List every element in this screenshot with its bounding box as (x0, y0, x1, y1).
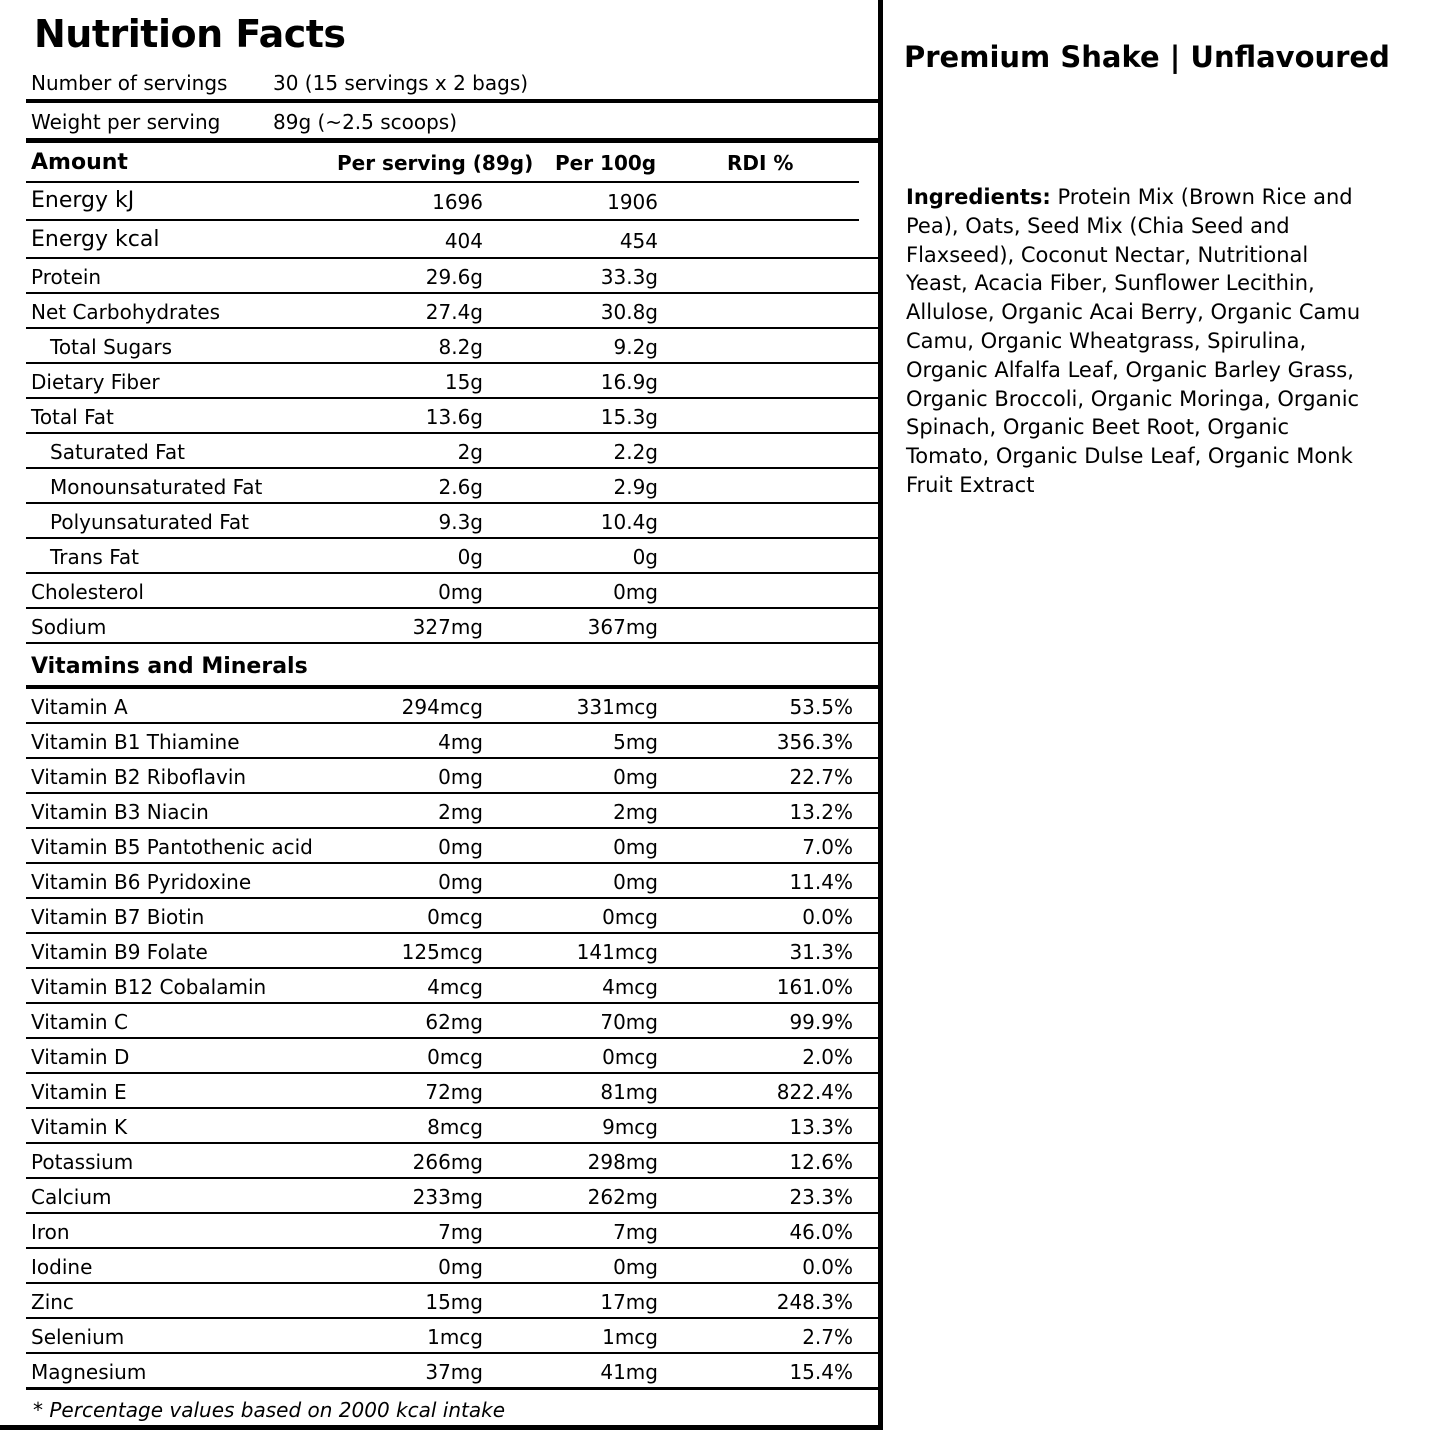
per-serving-value: 294mcg (401, 695, 483, 719)
per-serving-value: 13.6g (425, 405, 483, 429)
rdi-value: 46.0% (789, 1220, 853, 1244)
row-divider (26, 1212, 878, 1214)
row-divider (26, 722, 878, 724)
nutrient-label: Net Carbohydrates (31, 300, 221, 324)
vitamin-label: Vitamin B9 Folate (31, 940, 208, 964)
per-100g-value: 0mcg (602, 1045, 658, 1069)
panel-title: Nutrition Facts (34, 12, 346, 56)
row-divider (26, 932, 878, 934)
column-header-amount: Amount (31, 150, 128, 175)
nutrient-label: Total Sugars (50, 335, 173, 359)
rdi-value: 99.9% (789, 1010, 853, 1034)
per-serving-value: 8.2g (438, 335, 483, 359)
rdi-value: 0.0% (802, 905, 853, 929)
per-100g-value: 0mg (613, 580, 658, 604)
row-divider (26, 862, 878, 864)
rdi-value: 22.7% (789, 765, 853, 789)
rdi-value: 13.2% (789, 800, 853, 824)
per-serving-value: 2g (457, 440, 483, 464)
per-serving-value: 0mg (438, 835, 483, 859)
nutrient-label: Protein (31, 265, 102, 289)
row-divider (26, 607, 878, 609)
per-100g-value: 30.8g (600, 300, 658, 324)
per-100g-value: 2.9g (613, 475, 658, 499)
weight-value: 89g (~2.5 scoops) (273, 110, 458, 134)
per-100g-value: 15.3g (600, 405, 658, 429)
per-100g-value: 0mg (613, 1255, 658, 1279)
row-divider (26, 1352, 878, 1354)
row-divider (26, 572, 878, 574)
per-100g-value: 0mg (613, 870, 658, 894)
per-100g-value: 0mg (613, 765, 658, 789)
row-divider (26, 467, 878, 469)
per-100g-value: 1mcg (602, 1325, 658, 1349)
vitamin-label: Vitamin A (31, 695, 128, 719)
nutrient-label: Dietary Fiber (31, 370, 160, 394)
rdi-value: 0.0% (802, 1255, 853, 1279)
divider (26, 685, 878, 689)
per-serving-value: 2.6g (438, 475, 483, 499)
divider (26, 99, 878, 103)
vitamin-label: Iodine (31, 1255, 93, 1279)
vitamin-label: Vitamin B1 Thiamine (31, 730, 240, 754)
rdi-value: 23.3% (789, 1185, 853, 1209)
nutrient-label: Trans Fat (50, 545, 139, 569)
per-100g-value: 9mcg (602, 1115, 658, 1139)
row-divider (26, 362, 878, 364)
vitamin-label: Iron (31, 1220, 70, 1244)
row-divider (26, 1002, 878, 1004)
rdi-value: 2.0% (802, 1045, 853, 1069)
per-serving-value: 327mg (412, 615, 483, 639)
vitamin-label: Vitamin B5 Pantothenic acid (31, 835, 313, 859)
per-serving-value: 1696 (432, 190, 483, 214)
per-100g-value: 0mcg (602, 905, 658, 929)
per-serving-value: 9.3g (438, 510, 483, 534)
column-header-per-100g: Per 100g (555, 151, 657, 175)
nutrient-label: Monounsaturated Fat (50, 475, 263, 499)
ingredients-label: Ingredients: (906, 185, 1051, 209)
row-divider (26, 1317, 878, 1319)
row-divider (26, 1142, 878, 1144)
column-header-per-serving: Per serving (89g) (337, 151, 534, 175)
per-100g-value: 2mg (613, 800, 658, 824)
vitamin-label: Calcium (31, 1185, 112, 1209)
row-divider (26, 1107, 878, 1109)
row-divider (26, 219, 859, 221)
per-100g-value: 331mcg (576, 695, 658, 719)
per-serving-value: 0mg (438, 1255, 483, 1279)
nutrient-label: Energy kJ (31, 188, 135, 213)
per-100g-value: 16.9g (600, 370, 658, 394)
vitamin-label: Vitamin K (31, 1115, 128, 1139)
servings-value: 30 (15 servings x 2 bags) (273, 71, 529, 95)
nutrient-label: Total Fat (31, 405, 114, 429)
per-serving-value: 233mg (412, 1185, 483, 1209)
nutrient-label: Cholesterol (31, 580, 144, 604)
nutrient-label: Sodium (31, 615, 107, 639)
rdi-value: 822.4% (776, 1080, 853, 1104)
column-header-rdi: RDI % (727, 151, 794, 175)
rdi-value: 248.3% (776, 1290, 853, 1314)
per-serving-value: 4mg (438, 730, 483, 754)
per-serving-value: 0mg (438, 870, 483, 894)
ingredients-block (906, 183, 1376, 500)
row-divider (26, 432, 878, 434)
per-100g-value: 10.4g (600, 510, 658, 534)
per-serving-value: 7mg (438, 1220, 483, 1244)
per-serving-value: 27.4g (425, 300, 483, 324)
per-serving-value: 15mg (425, 1290, 483, 1314)
per-100g-value: 70mg (600, 1010, 658, 1034)
per-serving-value: 0mg (438, 580, 483, 604)
weight-label: Weight per serving (31, 110, 221, 134)
per-100g-value: 0g (632, 545, 658, 569)
per-100g-value: 7mg (613, 1220, 658, 1244)
per-serving-value: 1mcg (427, 1325, 483, 1349)
rdi-value: 11.4% (789, 870, 853, 894)
per-100g-value: 5mg (613, 730, 658, 754)
row-divider (26, 897, 878, 899)
row-divider (26, 327, 878, 329)
vitamin-label: Vitamin E (31, 1080, 127, 1104)
ingredients-text: Protein Mix (Brown Rice and Pea), Oats, Seed Mix (Chia Seed and Flaxseed), Coconut Nectar, Nutritional Yeast, Acacia Fiber, Sunflower Lecithin, Allulose, Organic Acai Berry, Organic Camu Camu, Organic Wheatgrass, Spirulina, Organic Alfalfa Leaf, Organic Barley Grass, Organic Broccoli, Organic Moringa, Organic Spinach, Organic Beet Root, Organic Tomato, Organic Dulse Leaf, Organic Monk Fruit Extract (906, 185, 1361, 497)
row-divider (26, 537, 878, 539)
row-divider (26, 397, 878, 399)
divider (26, 138, 878, 143)
per-100g-value: 41mg (600, 1360, 658, 1384)
per-100g-value: 298mg (587, 1150, 658, 1174)
rdi-value: 356.3% (776, 730, 853, 754)
per-serving-value: 0g (457, 545, 483, 569)
per-100g-value: 141mcg (576, 940, 658, 964)
row-divider (26, 642, 878, 644)
vitamin-label: Vitamin B6 Pyridoxine (31, 870, 252, 894)
nutrient-label: Saturated Fat (50, 440, 185, 464)
rdi-value: 15.4% (789, 1360, 853, 1384)
per-100g-value: 262mg (587, 1185, 658, 1209)
vitamins-heading: Vitamins and Minerals (31, 654, 308, 679)
per-serving-value: 8mcg (427, 1115, 483, 1139)
per-100g-value: 9.2g (613, 335, 658, 359)
per-serving-value: 15g (444, 370, 483, 394)
per-serving-value: 2mg (438, 800, 483, 824)
product-title: Premium Shake | Unflavoured (904, 40, 1390, 74)
nutrient-label: Energy kcal (31, 227, 160, 252)
per-serving-value: 0mcg (427, 905, 483, 929)
vitamin-label: Zinc (31, 1290, 74, 1314)
footnote: * Percentage values based on 2000 kcal intake (33, 1398, 506, 1422)
vitamin-label: Vitamin C (31, 1010, 128, 1034)
rdi-value: 31.3% (789, 940, 853, 964)
row-divider (26, 967, 878, 969)
per-serving-value: 266mg (412, 1150, 483, 1174)
rdi-value: 53.5% (789, 695, 853, 719)
per-serving-value: 125mcg (401, 940, 483, 964)
rdi-value: 12.6% (789, 1150, 853, 1174)
rdi-value: 7.0% (802, 835, 853, 859)
per-100g-value: 33.3g (600, 265, 658, 289)
vitamin-label: Vitamin B7 Biotin (31, 905, 205, 929)
per-100g-value: 2.2g (613, 440, 658, 464)
servings-label: Number of servings (31, 71, 228, 95)
per-serving-value: 62mg (425, 1010, 483, 1034)
row-divider (26, 1177, 878, 1179)
per-100g-value: 0mg (613, 835, 658, 859)
vitamin-label: Magnesium (31, 1360, 147, 1384)
vitamin-label: Vitamin B12 Cobalamin (31, 975, 267, 999)
divider (26, 181, 859, 183)
nutrient-label: Polyunsaturated Fat (50, 510, 249, 534)
row-divider (26, 1282, 878, 1284)
per-serving-value: 37mg (425, 1360, 483, 1384)
vitamin-label: Vitamin D (31, 1045, 130, 1069)
row-divider (26, 1072, 878, 1074)
per-serving-value: 0mcg (427, 1045, 483, 1069)
row-divider (26, 502, 878, 504)
row-divider (26, 757, 878, 759)
per-100g-value: 4mcg (602, 975, 658, 999)
rdi-value: 2.7% (802, 1325, 853, 1349)
per-100g-value: 81mg (600, 1080, 658, 1104)
per-serving-value: 404 (444, 229, 483, 253)
vitamin-label: Potassium (31, 1150, 134, 1174)
per-serving-value: 29.6g (425, 265, 483, 289)
row-divider (26, 1247, 878, 1249)
row-divider (26, 1387, 878, 1390)
row-divider (26, 1037, 878, 1039)
rdi-value: 161.0% (776, 975, 853, 999)
rdi-value: 13.3% (789, 1115, 853, 1139)
per-100g-value: 454 (619, 229, 658, 253)
row-divider (26, 292, 878, 294)
per-100g-value: 17mg (600, 1290, 658, 1314)
per-100g-value: 367mg (587, 615, 658, 639)
per-serving-value: 0mg (438, 765, 483, 789)
per-100g-value: 1906 (607, 190, 658, 214)
row-divider (26, 827, 878, 829)
row-divider (26, 792, 878, 794)
per-serving-value: 4mcg (427, 975, 483, 999)
per-serving-value: 72mg (425, 1080, 483, 1104)
vitamin-label: Vitamin B3 Niacin (31, 800, 209, 824)
vitamin-label: Selenium (31, 1325, 125, 1349)
vitamin-label: Vitamin B2 Riboflavin (31, 765, 247, 789)
row-divider (26, 257, 878, 259)
